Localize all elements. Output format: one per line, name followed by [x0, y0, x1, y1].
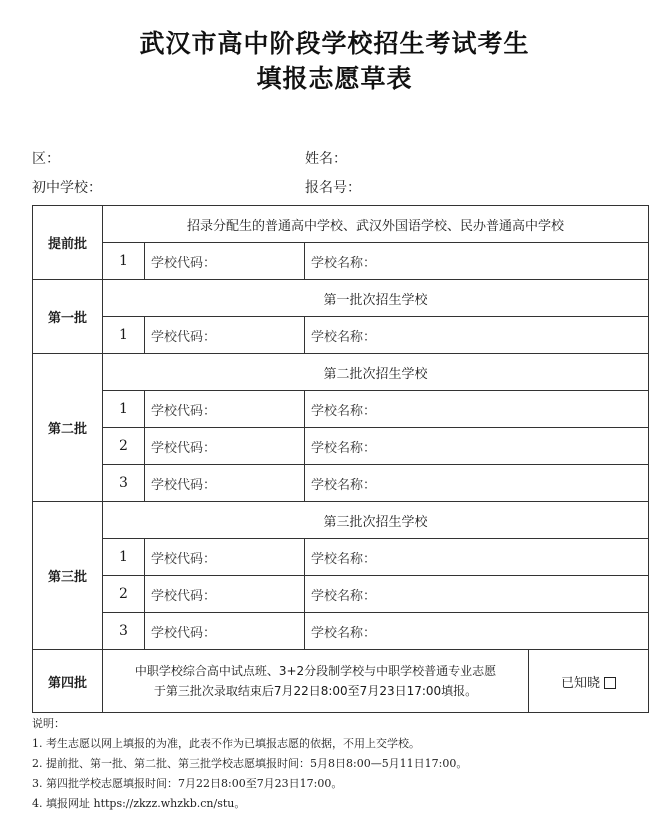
- school-code-cell[interactable]: 学校代码：: [145, 391, 305, 428]
- choice-number: 3: [103, 465, 145, 502]
- fourth-batch-line1: 中职学校综合高中试点班、3+2分段制学校与中职学校普通专业志愿: [134, 664, 497, 678]
- notes-section: [32, 714, 648, 814]
- table-row: [33, 539, 649, 576]
- choice-number: 1: [103, 391, 145, 428]
- form-title-line2: 填报志愿草表: [256, 64, 413, 93]
- table-row: [33, 576, 649, 613]
- choice-number: 1: [103, 243, 145, 280]
- batch-label-second: 第二批: [33, 354, 103, 502]
- note-item: 4. 填报网址 https://zkzz.whzkb.cn/stu。: [32, 797, 246, 810]
- third-batch-header: 第三批次招生学校: [103, 502, 649, 539]
- junior-school-field: 初中学校：: [32, 180, 102, 196]
- batch-label-third: 第三批: [33, 502, 103, 650]
- second-batch-header: 第二批次招生学校: [103, 354, 649, 391]
- school-code-cell[interactable]: 学校代码：: [145, 613, 305, 650]
- first-batch-header-row: [33, 280, 649, 317]
- fourth-batch-line2: 于第三批次录取结束后7月22日8:00至7月23日17:00填报。: [153, 684, 478, 698]
- choice-number: 1: [103, 317, 145, 354]
- fourth-batch-description: [103, 650, 529, 713]
- batch-label-early: 提前批: [33, 206, 103, 280]
- note-item: 3. 第四批学校志愿填报时间：7月22日8:00至7月23日17:00。: [32, 777, 343, 790]
- school-code-cell[interactable]: 学校代码：: [145, 539, 305, 576]
- notes-title: 说明：: [32, 717, 65, 730]
- school-name-cell[interactable]: 学校名称：: [305, 465, 649, 502]
- school-name-cell[interactable]: 学校名称：: [305, 539, 649, 576]
- school-name-cell[interactable]: 学校名称：: [305, 428, 649, 465]
- registration-number-field: 报名号：: [305, 180, 361, 196]
- acknowledge-label: 已知晓: [561, 675, 601, 691]
- choice-number: 1: [103, 539, 145, 576]
- school-code-cell[interactable]: 学校代码：: [145, 428, 305, 465]
- district-field: 区：: [32, 151, 60, 167]
- choice-number: 3: [103, 613, 145, 650]
- note-item: 2. 提前批、第一批、第二批、第三批学校志愿填报时间：5月8日8:00—5月11日17:00。: [32, 757, 468, 770]
- acknowledge-checkbox[interactable]: [604, 677, 616, 689]
- table-row: [33, 465, 649, 502]
- note-item: 1. 考生志愿以网上填报的为准，此表不作为已填报志愿的依据，不用上交学校。: [32, 737, 420, 750]
- choice-number: 2: [103, 428, 145, 465]
- third-batch-header-row: [33, 502, 649, 539]
- school-code-cell[interactable]: 学校代码：: [145, 317, 305, 354]
- table-row: [33, 391, 649, 428]
- early-batch-header: 招录分配生的普通高中学校、武汉外国语学校、民办普通高中学校: [103, 206, 649, 243]
- second-batch-header-row: [33, 354, 649, 391]
- school-name-cell[interactable]: 学校名称：: [305, 317, 649, 354]
- first-batch-header: 第一批次招生学校: [103, 280, 649, 317]
- table-row: [33, 613, 649, 650]
- batch-label-fourth: 第四批: [33, 650, 103, 713]
- table-row: [33, 317, 649, 354]
- school-code-cell[interactable]: 学校代码：: [145, 243, 305, 280]
- fourth-batch-row: [33, 650, 649, 713]
- student-name-field: 姓名：: [305, 151, 347, 167]
- choice-number: 2: [103, 576, 145, 613]
- table-row: [33, 428, 649, 465]
- form-title-line1: 武汉市高中阶段学校招生考试考生: [139, 29, 530, 58]
- school-name-cell[interactable]: 学校名称：: [305, 243, 649, 280]
- school-code-cell[interactable]: 学校代码：: [145, 465, 305, 502]
- school-name-cell[interactable]: 学校名称：: [305, 576, 649, 613]
- acknowledge-cell[interactable]: [529, 650, 649, 713]
- batch-label-first: 第一批: [33, 280, 103, 354]
- school-name-cell[interactable]: 学校名称：: [305, 613, 649, 650]
- school-name-cell[interactable]: 学校名称：: [305, 391, 649, 428]
- early-batch-header-row: [33, 206, 649, 243]
- school-code-cell[interactable]: 学校代码：: [145, 576, 305, 613]
- application-form-table: [32, 205, 649, 713]
- table-row: [33, 243, 649, 280]
